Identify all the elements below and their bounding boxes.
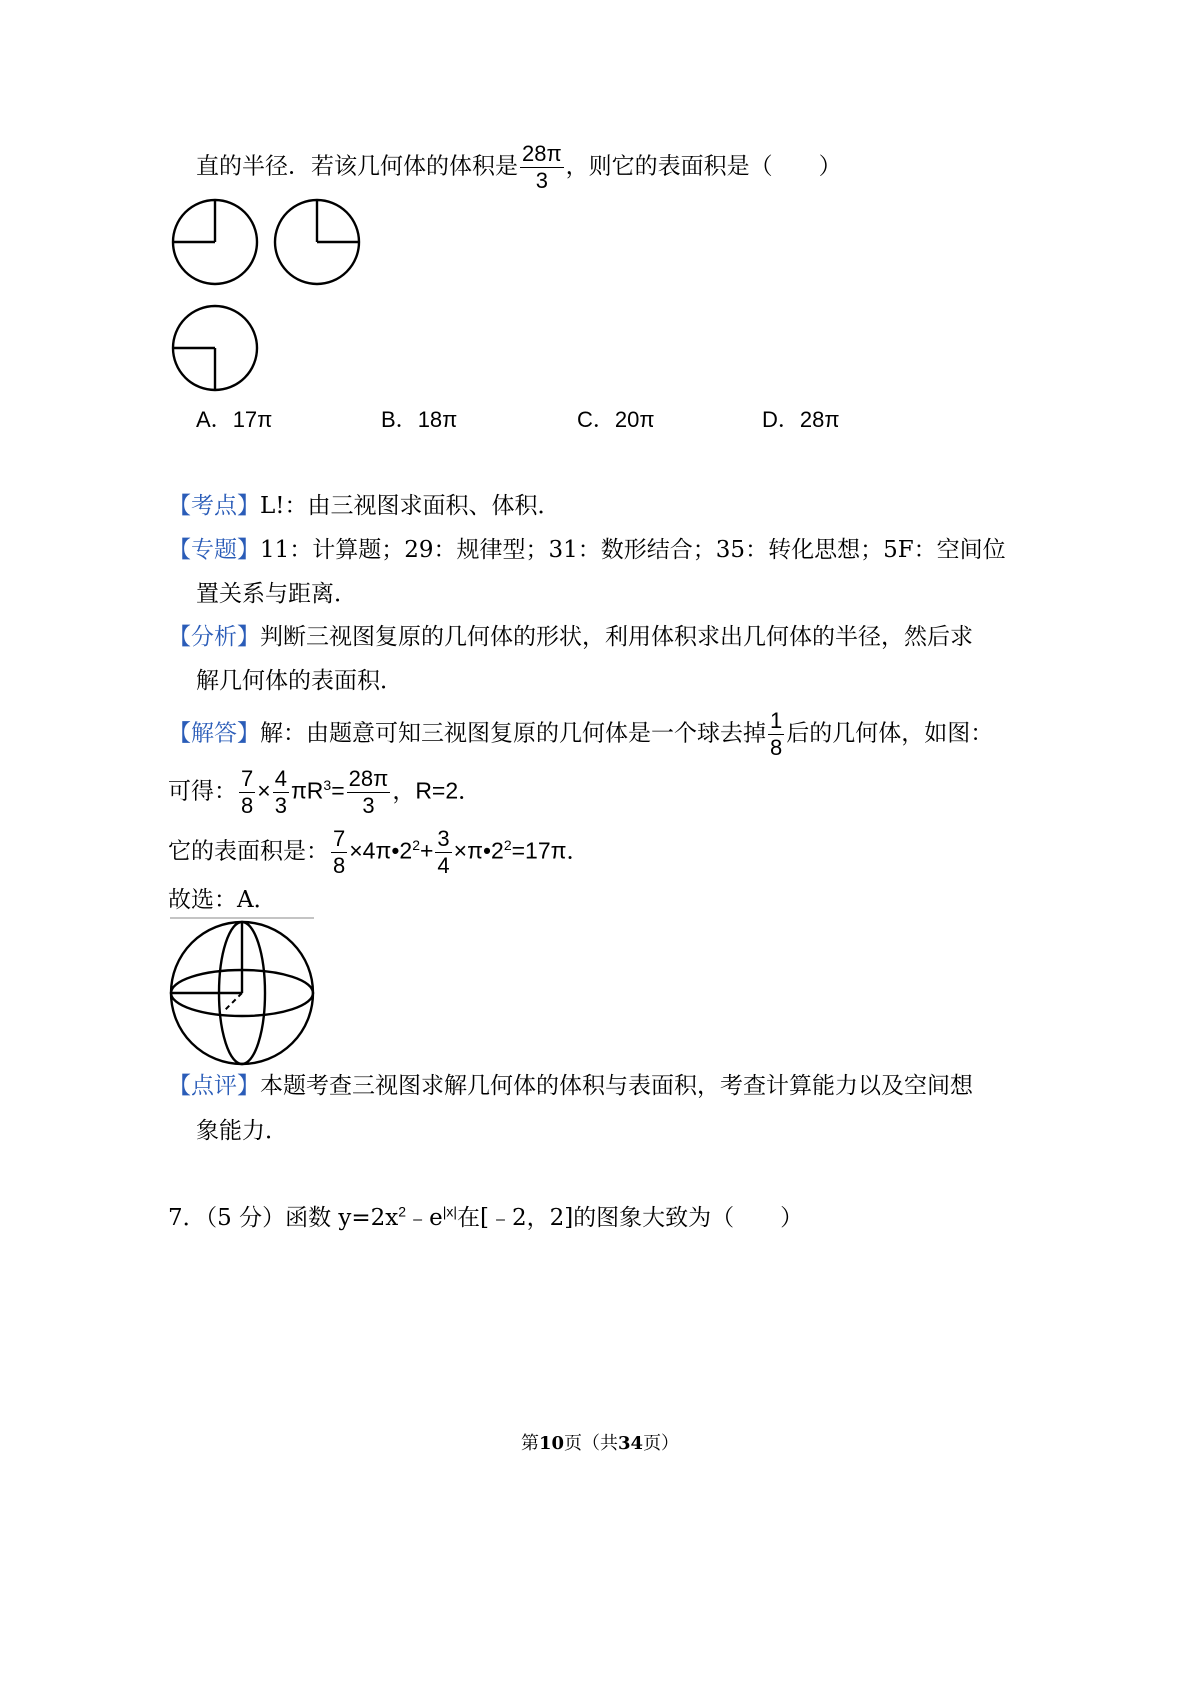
pi-r-term: πR	[290, 777, 324, 804]
zhuanti-text-1: 11：计算题；29：规律型；31：数形结合；35：转化思想；5F：空间位	[260, 537, 1006, 563]
volume-numerator: 28π	[522, 141, 562, 166]
dianping-text-1: 本题考查三视图求解几何体的体积与表面积，考查计算能力以及空间想	[260, 1073, 973, 1099]
plus-sign: +	[419, 837, 434, 864]
one-eighth-numerator: 1	[770, 708, 783, 733]
option-b	[381, 404, 457, 436]
fraction-numerator: 7	[241, 766, 254, 791]
volume-value-fraction	[347, 768, 391, 817]
footer-total-pages: 34	[618, 1433, 644, 1454]
three-quarters-fraction	[435, 828, 451, 877]
zhuanti-text-2: 置关系与距离．	[196, 581, 357, 607]
square-exponent: 2	[503, 836, 512, 853]
question-7-line	[168, 1202, 803, 1234]
question-7-tail: 在[﹣2，2]的图象大致为（ ）	[456, 1205, 804, 1231]
option-a-label: A．	[196, 407, 233, 432]
surface-area-line	[168, 828, 590, 877]
dianping-line-2	[196, 1115, 288, 1147]
jieda-tag: 【解答】	[168, 720, 260, 747]
answer-choice-text: 故选：A．	[168, 887, 277, 913]
fenxi-text-2: 解几何体的表面积．	[196, 668, 403, 694]
dianping-text-2: 象能力．	[196, 1118, 288, 1144]
equals-sign: =	[331, 777, 345, 804]
answer-choice-line	[168, 884, 277, 916]
option-c-value: 20π	[614, 407, 655, 432]
intro-text-before: 直的半径．若该几何体的体积是	[196, 153, 518, 180]
page-footer	[0, 1432, 1200, 1456]
option-d-value: 28π	[799, 407, 840, 432]
sphere-area-term: ×4π•2	[349, 837, 413, 864]
question-7-abs-exponent: |x|	[442, 1203, 457, 1220]
top-view-figure	[170, 304, 262, 394]
footer-post: 页）	[643, 1433, 680, 1454]
side-view-figure	[272, 198, 364, 288]
zhuanti-tag: 【专题】	[168, 537, 260, 563]
option-b-value: 18π	[417, 407, 458, 432]
option-d-label: D．	[762, 407, 800, 432]
square-exponent: 2	[412, 836, 420, 853]
footer-mid: 页（共	[564, 1433, 618, 1454]
fraction-denominator: 3	[362, 793, 375, 818]
fraction-numerator: 7	[333, 826, 346, 851]
fenxi-line-1	[168, 621, 973, 653]
question-7-exponent: 2	[398, 1203, 407, 1220]
intro-text-after: ，则它的表面积是（ ）	[565, 153, 842, 180]
fenxi-tag: 【分析】	[168, 624, 260, 650]
option-b-label: B．	[381, 407, 418, 432]
fraction-denominator: 3	[274, 793, 287, 818]
front-view-figure	[170, 198, 262, 288]
fraction-numerator: 28π	[348, 766, 389, 791]
one-eighth-denominator: 8	[770, 735, 783, 760]
zhuanti-line-2	[196, 578, 357, 610]
volume-equation-prefix: 可得：	[168, 778, 237, 805]
seven-eighths-fraction	[239, 768, 255, 817]
footer-pre: 第	[520, 1433, 539, 1454]
cube-exponent: 3	[323, 776, 332, 793]
fraction-numerator: 4	[274, 766, 287, 791]
jieda-line	[168, 710, 993, 759]
question-7-number: 7．（5 分）函数 y=2x	[168, 1205, 399, 1231]
volume-equation-line	[168, 768, 481, 817]
fraction-denominator: 4	[437, 853, 450, 878]
option-a	[196, 404, 272, 436]
question-7-mid: ﹣e	[406, 1205, 443, 1231]
dianping-line-1	[168, 1070, 973, 1102]
one-eighth-fraction	[768, 710, 784, 759]
volume-fraction	[520, 143, 564, 192]
option-a-value: 17π	[232, 407, 273, 432]
question-intro-line	[196, 143, 842, 192]
fraction-denominator: 8	[241, 793, 254, 818]
seven-eighths-fraction	[331, 828, 347, 877]
fenxi-text-1: 判断三视图复原的几何体的形状，利用体积求出几何体的半径，然后求	[260, 624, 973, 650]
zhuanti-line-1	[168, 534, 1006, 566]
four-thirds-fraction	[273, 768, 289, 817]
jieda-text-before: 解：由题意可知三视图复原的几何体是一个球去掉	[260, 720, 766, 747]
fraction-numerator: 3	[437, 826, 450, 851]
jieda-text-after: 后的几何体，如图：	[786, 720, 994, 747]
surface-area-result: =17π．	[511, 837, 590, 864]
disk-area-term: ×π•2	[453, 837, 504, 864]
fenxi-line-2	[196, 665, 403, 697]
radius-result: ，R=2．	[392, 777, 482, 804]
sphere-solution-figure	[168, 916, 316, 1066]
volume-denominator: 3	[535, 168, 548, 193]
times-sign: ×	[257, 777, 271, 804]
option-d	[762, 404, 840, 436]
footer-page-number: 10	[538, 1433, 564, 1454]
kaodian-tag: 【考点】	[168, 493, 260, 519]
fraction-denominator: 8	[333, 853, 346, 878]
option-c	[577, 404, 655, 436]
option-c-label: C．	[577, 407, 615, 432]
dianping-tag: 【点评】	[168, 1073, 260, 1099]
kaodian-line	[168, 490, 561, 522]
kaodian-text: L!：由三视图求面积、体积．	[260, 493, 561, 519]
surface-area-prefix: 它的表面积是：	[168, 838, 329, 865]
